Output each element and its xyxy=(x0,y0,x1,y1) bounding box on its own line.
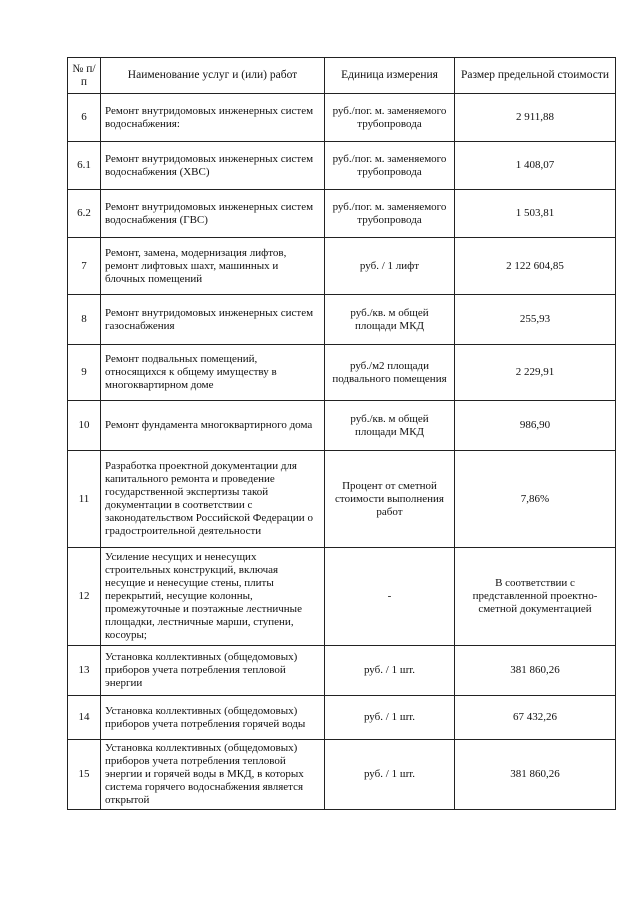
measurement-unit: руб./пог. м. заменяемого трубопровода xyxy=(325,142,455,190)
header-unit: Единица измерения xyxy=(325,58,455,94)
service-name: Усиление несущих и ненесущих строительных конструкций, включая несущие и ненесущие стены, плиты перекрытий, несущие колонны, промежуточные и поэтажные лестничные площадки, лестничные марши, ступени, косоуры; xyxy=(101,548,325,646)
cost-table xyxy=(67,57,616,810)
max-cost: 2 122 604,85 xyxy=(455,238,616,295)
service-name: Ремонт внутридомовых инженерных систем водоснабжения (ХВС) xyxy=(101,142,325,190)
table-row xyxy=(68,295,616,345)
table-row xyxy=(68,548,616,646)
row-number: 15 xyxy=(68,740,101,810)
measurement-unit: руб./кв. м общей площади МКД xyxy=(325,295,455,345)
service-name: Ремонт внутридомовых инженерных систем водоснабжения: xyxy=(101,94,325,142)
max-cost: 1 408,07 xyxy=(455,142,616,190)
table-header-row xyxy=(68,58,616,94)
service-name: Установка коллективных (общедомовых) приборов учета потребления горячей воды xyxy=(101,696,325,740)
table-row xyxy=(68,646,616,696)
table-row xyxy=(68,94,616,142)
table-row xyxy=(68,401,616,451)
max-cost: 381 860,26 xyxy=(455,740,616,810)
table-row xyxy=(68,451,616,548)
max-cost: В соответствии с представленной проектно-сметной документацией xyxy=(455,548,616,646)
measurement-unit: руб. / 1 лифт xyxy=(325,238,455,295)
measurement-unit: руб./кв. м общей площади МКД xyxy=(325,401,455,451)
table-row xyxy=(68,696,616,740)
max-cost: 986,90 xyxy=(455,401,616,451)
service-name: Разработка проектной документации для капитального ремонта и проведение государственной экспертизы такой документации в соответствии с законодательством Российской Федерации о градостроительной деятельности xyxy=(101,451,325,548)
measurement-unit: руб. / 1 шт. xyxy=(325,740,455,810)
header-name: Наименование услуг и (или) работ xyxy=(101,58,325,94)
row-number: 10 xyxy=(68,401,101,451)
max-cost: 381 860,26 xyxy=(455,646,616,696)
table-row xyxy=(68,345,616,401)
max-cost: 2 911,88 xyxy=(455,94,616,142)
row-number: 12 xyxy=(68,548,101,646)
service-name: Установка коллективных (общедомовых) приборов учета потребления тепловой энергии и горячей воды в МКД, в которых система горячего водоснабжения является открытой xyxy=(101,740,325,810)
measurement-unit: руб./пог. м. заменяемого трубопровода xyxy=(325,94,455,142)
row-number: 14 xyxy=(68,696,101,740)
row-number: 6.1 xyxy=(68,142,101,190)
table-row xyxy=(68,190,616,238)
table-row xyxy=(68,740,616,810)
measurement-unit: - xyxy=(325,548,455,646)
row-number: 9 xyxy=(68,345,101,401)
row-number: 6.2 xyxy=(68,190,101,238)
max-cost: 1 503,81 xyxy=(455,190,616,238)
max-cost: 2 229,91 xyxy=(455,345,616,401)
header-cost: Размер предельной стоимости xyxy=(455,58,616,94)
measurement-unit: Процент от сметной стоимости выполнения работ xyxy=(325,451,455,548)
row-number: 6 xyxy=(68,94,101,142)
row-number: 8 xyxy=(68,295,101,345)
service-name: Ремонт подвальных помещений, относящихся к общему имуществу в многоквартирном доме xyxy=(101,345,325,401)
table-row xyxy=(68,238,616,295)
measurement-unit: руб. / 1 шт. xyxy=(325,696,455,740)
service-name: Ремонт фундамента многоквартирного дома xyxy=(101,401,325,451)
service-name: Ремонт внутридомовых инженерных систем газоснабжения xyxy=(101,295,325,345)
max-cost: 7,86% xyxy=(455,451,616,548)
service-name: Установка коллективных (общедомовых) приборов учета потребления тепловой энергии xyxy=(101,646,325,696)
row-number: 13 xyxy=(68,646,101,696)
table-row xyxy=(68,142,616,190)
row-number: 11 xyxy=(68,451,101,548)
service-name: Ремонт, замена, модернизация лифтов, ремонт лифтовых шахт, машинных и блочных помещений xyxy=(101,238,325,295)
header-num: № п/п xyxy=(68,58,101,94)
max-cost: 67 432,26 xyxy=(455,696,616,740)
row-number: 7 xyxy=(68,238,101,295)
service-name: Ремонт внутридомовых инженерных систем водоснабжения (ГВС) xyxy=(101,190,325,238)
measurement-unit: руб./м2 площади подвального помещения xyxy=(325,345,455,401)
max-cost: 255,93 xyxy=(455,295,616,345)
measurement-unit: руб./пог. м. заменяемого трубопровода xyxy=(325,190,455,238)
measurement-unit: руб. / 1 шт. xyxy=(325,646,455,696)
table-body xyxy=(68,94,616,810)
